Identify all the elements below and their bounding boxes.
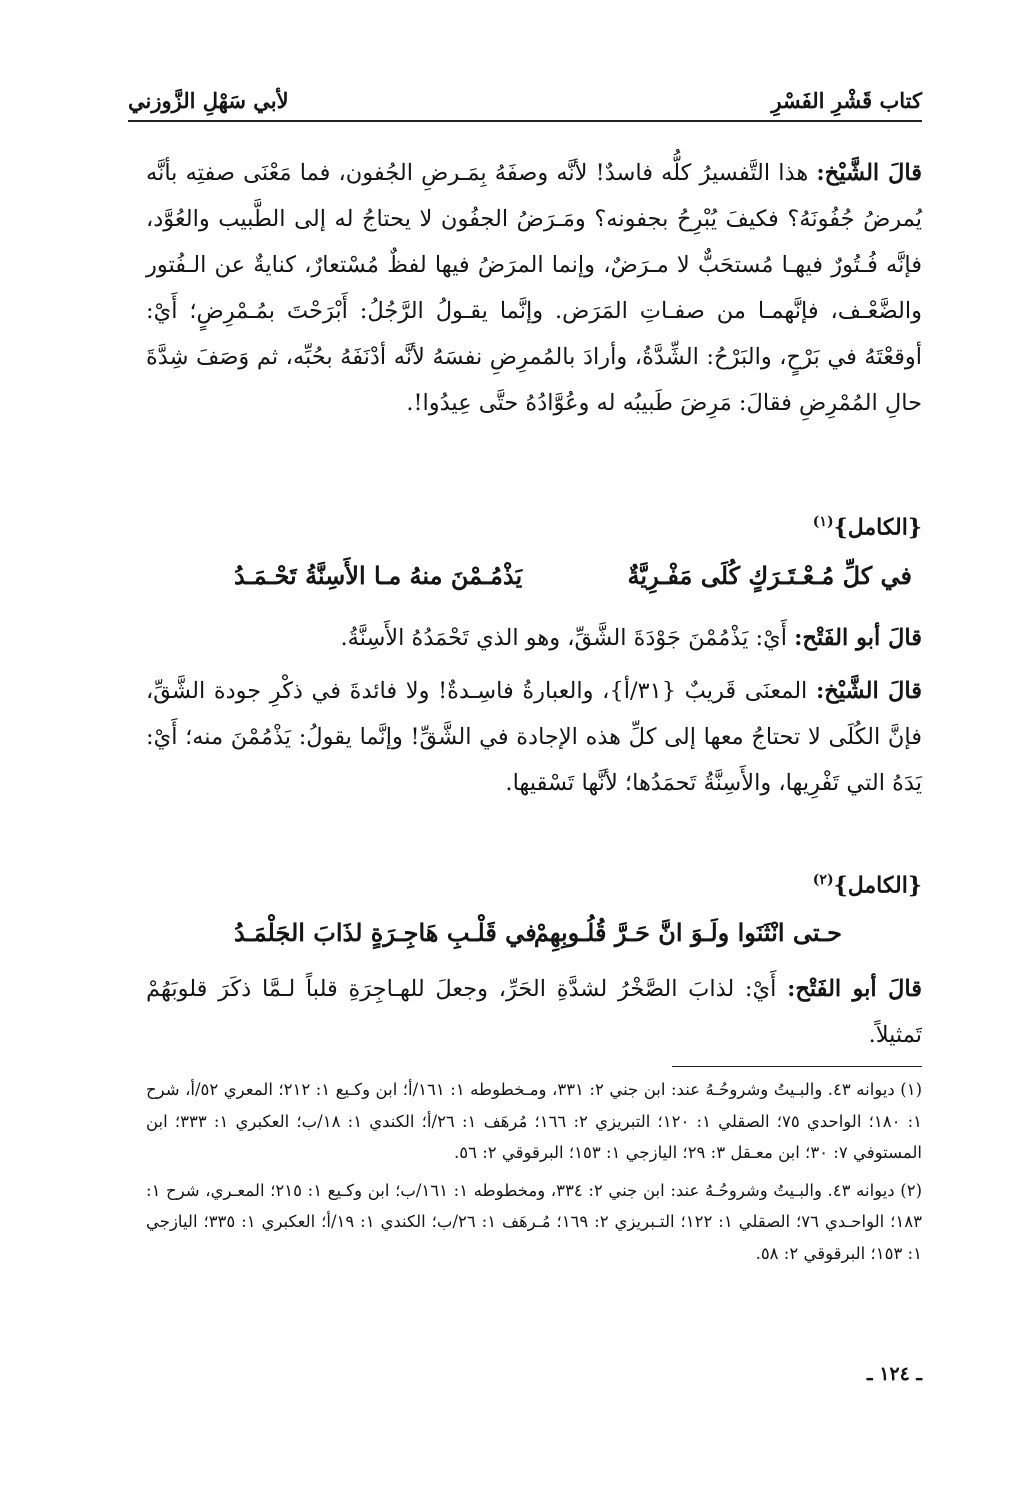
page-number: ـ ١٢٤ ـ — [867, 1363, 922, 1385]
verse-1-first-hemistich: في كلِّ مُـعْـتَـرَكٍ كُلَى مَفْـرِيَّةٌ — [627, 561, 912, 590]
footnote-1: (١) ديوانه ٤٣. والبـيتُ وشروحُـهُ عند: ابن جني ٢: ٣٣١، ومـخطوطه ١: ١٦١/أ؛ ابن وكـيع ١: ٢١٢؛ المعري ٥٢/أ، شرح ١: ١٨٠؛ الواحدي ٧٥؛ الصقلي ١: ١٢٠؛ التبريزي ٢: ١٦٦؛ مُرهَف ١: ٢٦/أ؛ الكندي ١: ١٨/ب؛ العكبري ١: ٣٣٣؛ ابن المستوفي ٧: ٣٠؛ ابن معـقل ٣: ٢٩؛ اليازجي ١: ١٥٣؛ البرقوقي ٢: ٥٦. — [146, 1080, 923, 1162]
author-name: لأبي سَهْلِ الزَّوزني — [128, 88, 289, 113]
footnote-2: (٢) ديوانه ٤٣. والبـيتُ وشروحُـهُ عند: ابن جني ٢: ٣٣٤، ومخطوطه ١: ١٦١/ب؛ ابن وكـيع ١: ٢١٥؛ المعـري، شرح ١: ١٨٣؛ الواحـدي ٧٦؛ الصقلي ١: ١٢٢؛ التـبريزي ٢: ١٦٩؛ مُـرهَف ١: ٢٦/ب؛ الكندي ١: ١٩/أ؛ العكبري ١: ٣٣٥؛ اليازجي ١: ١٥٣؛ البرقوقي ٢: ٥٨. — [146, 1180, 923, 1263]
verse-1 — [146, 561, 922, 607]
abu-alfath-comment-2 — [146, 966, 922, 1058]
footnote-ref-2: (٢) — [812, 872, 834, 888]
meter-label-1 — [813, 514, 922, 540]
comment-text: هذا التَّفسيرُ كلُّه فاسدٌ! لأنَّه وصفَهُ بِمَـرضِ الجُفون، فما مَعْنَى صفتِه بأنَّه يُمرضُ جُفُونَهُ؟ فكيفَ يُبْرِحُ بجفونه؟ ومَـرَضُ الجفُون لا يحتاجُ له إلى الطَّبيب والعُوَّد، فإنَّه فُـتُورٌ فيهـا مُستحَبٌّ لا مـرَضٌ، وإنما المرَضُ فيها لفظٌ مُسْتعارٌ، كنايةٌ عن الـفُتور والضَّعْـف، فإنَّهمـا من صفـاتِ المَرَض. وإنَّما يقـولُ الرَّجُلُ: أَبْرَحْتَ بمُـمْرِضٍ؛ أَيْ: أوقعْتَهُ في بَرْحٍ، والبَرْحُ: الشِّدَّةُ، وأرادَ بالمُمرِضِ نفسَهُ لأنَّه أدْنَفَهُ بحُبِّه، ثم وَصَفَ شِدَّةَ حالِ المُمْرِضِ فقالَ: مَرِضَ طَبيبُه له وعُوَّادُهُ حتَّى عِيدُوا!. — [146, 160, 922, 416]
meter-name: {الكامل} — [833, 872, 922, 899]
sheikh-comment-1 — [146, 150, 922, 426]
footnote-ref-1: (١) — [812, 514, 834, 530]
speaker-label: قالَ أبو الفَتْح: — [794, 625, 922, 651]
footnote-divider — [672, 1066, 922, 1067]
abu-alfath-comment-1 — [146, 615, 922, 661]
verse-2 — [146, 918, 922, 964]
comment-text: أَيْ: يَذْمُمْنَ جَوْدَةَ الشَّقِّ، وهو الذي تَحْمَدُهُ الأَسِنَّةُ. — [340, 625, 787, 651]
meter-label-2 — [813, 872, 922, 898]
meter-name: {الكامل} — [833, 514, 922, 541]
comment-text: أَيْ: لذابَ الصَّخْرُ لشدَّةِ الحَرِّ، وجعلَ للهـاجِرَةِ قلباً لـمَّا ذكَرَ قلوبَهُمْ تَمثيلاً. — [146, 976, 922, 1048]
comment-text: المعنَى قَريبٌ {٣١/أ}، والعبارةُ فاسِـدةٌ! ولا فائدةَ في ذكْرِ جودة الشَّقِّ، فإنَّ الكُلَى لا تحتاجُ معها إلى كلِّ هذه الإجادة في الشَّقِّ! وإنَّما يقولُ: يَذْمُمْنَ منه؛ أَيْ: يَدَهُ التي تَفْرِيها، والأَسِنَّةُ تَحمَدُها؛ لأنَّها تَسْقيها. — [146, 678, 922, 796]
running-head — [128, 86, 922, 122]
book-title: كتاب قَشْرِ الفَسْرِ — [771, 88, 922, 113]
footnotes — [146, 1074, 922, 1275]
verse-2-first-hemistich: حـتى انْثَنَوا ولَـوَ انَّ حَـرَّ قُلُـوبِهِمْ — [533, 918, 842, 947]
speaker-label: قالَ أبو الفَتْح: — [787, 976, 922, 1002]
verse-1-second-hemistich: يَذْمُـمْنَ منهُ مـا الأَسِنَّةُ تَحْـمَـدُ — [234, 561, 523, 590]
speaker-label: قالَ الشَّيْخ: — [816, 160, 922, 186]
speaker-label: قالَ الشَّيْخ: — [815, 678, 922, 704]
sheikh-comment-2 — [146, 668, 922, 806]
verse-2-second-hemistich: في قَلْـبِ هَاجِـرَةٍ لذَابَ الجَلْمَـدُ — [234, 918, 537, 947]
